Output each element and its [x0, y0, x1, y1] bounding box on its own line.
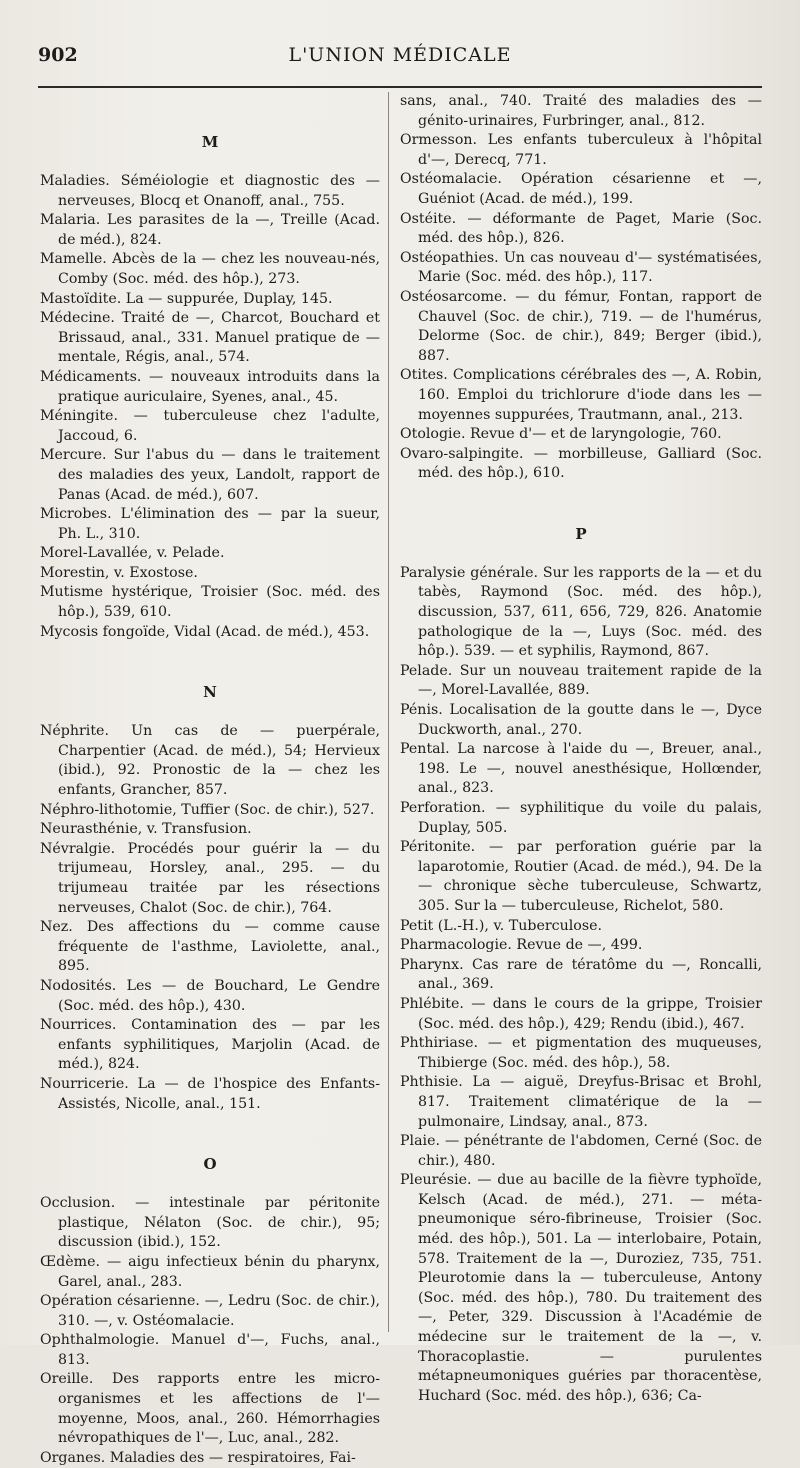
- index-entry: Œdème. — aigu infectieux bénin du pharynx, Garel, anal., 283.: [40, 1253, 380, 1290]
- index-entry: Petit (L.-H.), v. Tuberculose.: [400, 917, 603, 934]
- section-spacer: [40, 642, 380, 682]
- section-spacer: [40, 1174, 380, 1194]
- section-letter: O: [203, 1155, 217, 1174]
- index-entry: Neurasthénie, v. Transfusion.: [40, 821, 252, 838]
- index-entry: Microbes. L'élimination des — par la sueur, Ph. L., 310.: [40, 506, 380, 542]
- section-spacer: [40, 702, 380, 722]
- index-entry: Ophthalmologie. Manuel d'—, Fuchs, anal., 813.: [40, 1332, 380, 1368]
- index-entry: Néphro-lithotomie, Tuffier (Soc. de chir.), 527.: [40, 801, 375, 818]
- section-spacer: [40, 152, 380, 172]
- index-entry: Oreille. Des rapports entre les micro-organismes et les affections de l'— moyenne, Moos, anal., 260. Hémorrhagies névropathiques de l'—, Luc, anal., 282.: [40, 1371, 380, 1447]
- index-entry: Otologie. Revue d'— et de laryngologie, 760.: [400, 426, 722, 443]
- journal-title: L'UNION MÉDICALE: [288, 44, 512, 66]
- index-entry: Mastoïdite. La — suppurée, Duplay, 145.: [40, 290, 333, 307]
- index-entry: Ostéopathies. Un cas nouveau d'— systématisées, Marie (Soc. méd. des hôp.), 117.: [400, 249, 762, 286]
- index-entry: Opération césarienne. —, Ledru (Soc. de chir.), 310. —, v. Ostéomalacie.: [40, 1293, 380, 1329]
- section-spacer: [40, 1114, 380, 1154]
- page-header: [38, 44, 762, 74]
- index-entry: Névralgie. Procédés pour guérir la — du trijumeau, Horsley, anal., 295. — du trijumeau traitée par les résections nerveuses, Chalot (Soc. de chir.), 764.: [40, 840, 380, 916]
- section-letter: N: [203, 683, 217, 702]
- index-entry: Maladies. Séméiologie et diagnostic des — nerveuses, Blocq et Onanoff, anal., 755.: [40, 173, 380, 209]
- index-entry: Pelade. Sur un nouveau traitement rapide de la —, Morel-Lavallée, 889.: [400, 662, 762, 699]
- index-entry: Péritonite. — par perforation guérie par la laparotomie, Routier (Acad. de méd.), 94. De la — chronique sèche tuberculeuse, Schwartz, 305. Sur la — tuberculeuse, Richelot, 580.: [400, 839, 762, 914]
- section-letter: P: [575, 524, 587, 543]
- index-entry: Mamelle. Abcès de la — chez les nouveau-nés, Comby (Soc. méd. des hôp.), 273.: [40, 251, 380, 287]
- index-entry: Ostéomalacie. Opération césarienne et —, Guéniot (Acad. de méd.), 199.: [400, 171, 762, 207]
- index-entry: Ovaro-salpingite. — morbilleuse, Galliard (Soc. méd. des hôp.), 610.: [400, 445, 762, 482]
- column-divider: [388, 92, 389, 1332]
- index-entry: Morestin, v. Exostose.: [40, 564, 198, 581]
- index-entry: Perforation. — syphilitique du voile du palais, Duplay, 505.: [400, 800, 762, 836]
- index-entry: Pharynx. Cas rare de tératôme du —, Roncalli, anal., 369.: [400, 956, 762, 993]
- index-entry: Pental. La narcose à l'aide du —, Breuer, anal., 198. Le —, nouvel anesthésique, Hollœnder, anal., 823.: [400, 741, 762, 797]
- index-entry: Nodosités. Les — de Bouchard, Le Gendre (Soc. méd. des hôp.), 430.: [40, 977, 380, 1014]
- index-entry: Occlusion. — intestinale par péritonite plastique, Nélaton (Soc. de chir.), 95; discussion (ibid.), 152.: [40, 1195, 380, 1251]
- index-entry: Médecine. Traité de —, Charcot, Bouchard et Brissaud, anal., 331. Manuel pratique de — mentale, Régis, anal., 574.: [40, 310, 380, 366]
- index-entry: Nourricerie. La — de l'hospice des Enfants-Assistés, Nicolle, anal., 151.: [40, 1075, 380, 1112]
- index-entry: Mycosis fongoïde, Vidal (Acad. de méd.), 453.: [40, 623, 370, 640]
- index-entry: Morel-Lavallée, v. Pelade.: [40, 545, 225, 562]
- left-column: [40, 92, 380, 1468]
- section-spacer: [400, 544, 762, 564]
- index-entry: Paralysie générale. Sur les rapports de la — et du tabès, Raymond (Soc. méd. des hôp.), discussion, 537, 611, 656, 729, 826. Anatomie pathologique de la —, Luys (Soc. méd. des hôp.). 539. — et syphilis, Raymond, 867.: [400, 564, 762, 660]
- section-spacer: [40, 92, 380, 132]
- index-entry: Pleurésie. — due au bacille de la fièvre typhoïde, Kelsch (Acad. de méd.), 271. — méta-pneumonique séro-fibrineuse, Troisier (Soc. méd. des hôp.), 501. La — interlobaire, Potain, 578. Traitement de la —, Duroziez, 735, 751. Pleurotomie dans la — tuberculeuse, Antony (Soc. méd. des hôp.), 780. Du traitement des —, Peter, 329. Discussion à l'Académie de médecine sur le traitement de la —, v. Thoracoplastie. — purulentes métapneumoniques guéries par thoracentèse, Huchard (Soc. méd. des hôp.), 636; Ca-: [400, 1172, 762, 1404]
- index-entry: Pénis. Localisation de la goutte dans le —, Dyce Duckworth, anal., 270.: [400, 702, 762, 738]
- index-entry: Mutisme hystérique, Troisier (Soc. méd. des hôp.), 539, 610.: [40, 584, 380, 621]
- index-entry: Otites. Complications cérébrales des —, A. Robin, 160. Emploi du trichlorure d'iode dans les — moyennes suppurées, Trautmann, anal., 213.: [400, 367, 762, 423]
- index-entry: Ostéosarcome. — du fémur, Fontan, rapport de Chauvel (Soc. de chir.), 719. — de l'humérus, Delorme (Soc. de chir.), 849; Berger (ibid.), 887.: [400, 288, 762, 364]
- index-entry: Méningite. — tuberculeuse chez l'adulte, Jaccoud, 6.: [40, 408, 380, 444]
- index-entry: Phlébite. — dans le cours de la grippe, Troisier (Soc. méd. des hôp.), 429; Rendu (ibid.), 467.: [400, 995, 762, 1032]
- index-entry: Néphrite. Un cas de — puerpérale, Charpentier (Acad. de méd.), 54; Hervieux (ibid.), 92. Pronostic de la — chez les enfants, Grancher, 857.: [40, 723, 380, 799]
- index-entry: Mercure. Sur l'abus du — dans le traitement des maladies des yeux, Landolt, rapport de Panas (Acad. de méd.), 607.: [40, 447, 380, 503]
- index-entry: Pharmacologie. Revue de —, 499.: [400, 937, 643, 954]
- header-rule: [38, 86, 762, 88]
- section-letter: M: [201, 133, 219, 151]
- index-entry: Ormesson. Les enfants tuberculeux à l'hôpital d'—, Derecq, 771.: [400, 132, 762, 168]
- index-entry: Phthiriase. — et pigmentation des muqueuses, Thibierge (Soc. méd. des hôp.), 58.: [400, 1035, 762, 1071]
- index-entry: Malaria. Les parasites de la —, Treille (Acad. de méd.), 824.: [40, 212, 380, 248]
- section-spacer: [400, 484, 762, 524]
- index-entry: sans, anal., 740. Traité des maladies des — génito-urinaires, Furbringer, anal., 812.: [400, 93, 762, 129]
- index-entry: Phthisie. La — aiguë, Dreyfus-Brisac et Brohl, 817. Traitement climatérique de la — pulmonaire, Lindsay, anal., 873.: [400, 1074, 762, 1130]
- page-number: 902: [38, 44, 78, 66]
- index-entry: Nourrices. Contamination des — par les enfants syphilitiques, Marjolin (Acad. de méd.), 824.: [40, 1017, 380, 1073]
- index-entry: Médicaments. — nouveaux introduits dans la pratique auriculaire, Syenes, anal., 45.: [40, 368, 380, 405]
- index-entry: Ostéite. — déformante de Paget, Marie (Soc. méd. des hôp.), 826.: [400, 210, 762, 247]
- index-entry: Nez. Des affections du — comme cause fréquente de l'asthme, Laviolette, anal., 895.: [40, 919, 380, 975]
- index-entry: Plaie. — pénétrante de l'abdomen, Cerné (Soc. de chir.), 480.: [400, 1133, 762, 1169]
- right-column: [400, 92, 762, 1406]
- index-entry: Organes. Maladies des — respiratoires, Fai-: [40, 1449, 356, 1466]
